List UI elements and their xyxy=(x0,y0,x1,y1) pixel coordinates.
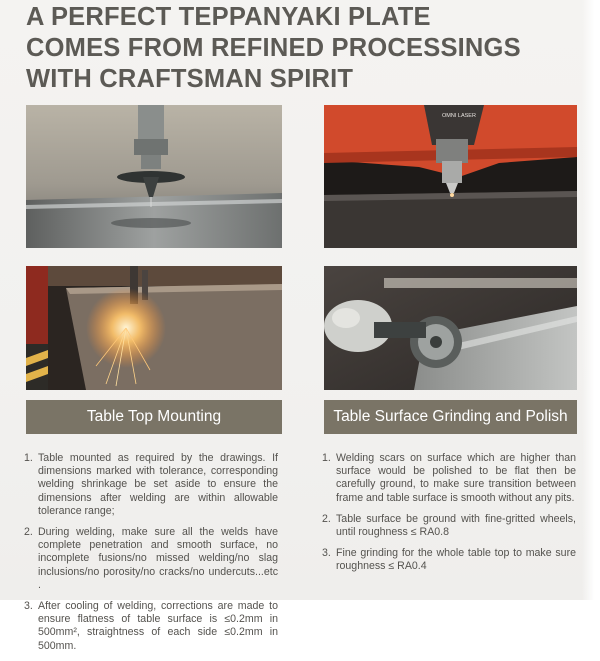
cutting-nozzle-photo xyxy=(26,105,282,248)
headline-line-2: COMES FROM REFINED PROCESSINGS xyxy=(26,34,521,62)
section-title-grinding-text: Table Surface Grinding and Polish xyxy=(333,408,568,425)
step-text: During welding, make sure all the welds have complete penetration and smooth surface, no incomplete fusions/no missed welding/no slag inclusions/no porosity/no cracks/no undercuts...etc . xyxy=(38,526,278,591)
list-item xyxy=(24,600,278,653)
step-number: 3. xyxy=(322,547,331,560)
step-number: 2. xyxy=(322,512,331,525)
step-text: Table surface be ground with fine-gritted wheels, until roughness ≤ RA0.8 xyxy=(336,512,576,539)
laser-machine-photo xyxy=(324,105,577,248)
list-item xyxy=(24,452,278,518)
list-item xyxy=(24,526,278,592)
step-number: 3. xyxy=(24,600,33,613)
step-number: 2. xyxy=(24,526,33,539)
step-text: Welding scars on surface which are higher than surface would be polished to be flat then be carefully ground, to make sure transition between frame and table surface is smooth without any pits. xyxy=(336,452,576,504)
mounting-steps-list xyxy=(24,452,278,661)
step-text: Fine grinding for the whole table top to make sure roughness ≤ RA0.4 xyxy=(336,547,576,573)
welding-photo xyxy=(26,266,282,390)
laser-machine-label: OMNI LASER xyxy=(442,113,476,119)
section-title-mounting-text: Table Top Mounting xyxy=(86,408,222,425)
headline-line-3: WITH CRAFTSMAN SPIRIT xyxy=(26,65,354,93)
step-number: 1. xyxy=(322,452,331,464)
list-item xyxy=(322,513,576,539)
list-item xyxy=(322,452,576,505)
page-edge xyxy=(582,0,600,600)
step-number: 1. xyxy=(24,452,33,464)
step-text: Table mounted as required by the drawings. If dimensions marked with tolerance, corresponding welding shrinkage be set aside to ensure the dimensions after welding are within allowable tolerance range; xyxy=(38,452,278,517)
grinding-photo xyxy=(324,266,577,390)
headline-line-1: A PERFECT TEPPANYAKI PLATE xyxy=(26,3,431,31)
step-text: After cooling of welding, corrections are made to ensure flatness of table surface is ≤0.2mm in 500mm², straightness of each side ≤0.2mm in 500mm. xyxy=(38,600,278,652)
section-title-mounting xyxy=(26,400,282,434)
list-item xyxy=(322,547,576,573)
page-headline xyxy=(26,2,586,95)
grinding-steps-list xyxy=(322,452,576,582)
section-title-grinding xyxy=(324,400,577,434)
